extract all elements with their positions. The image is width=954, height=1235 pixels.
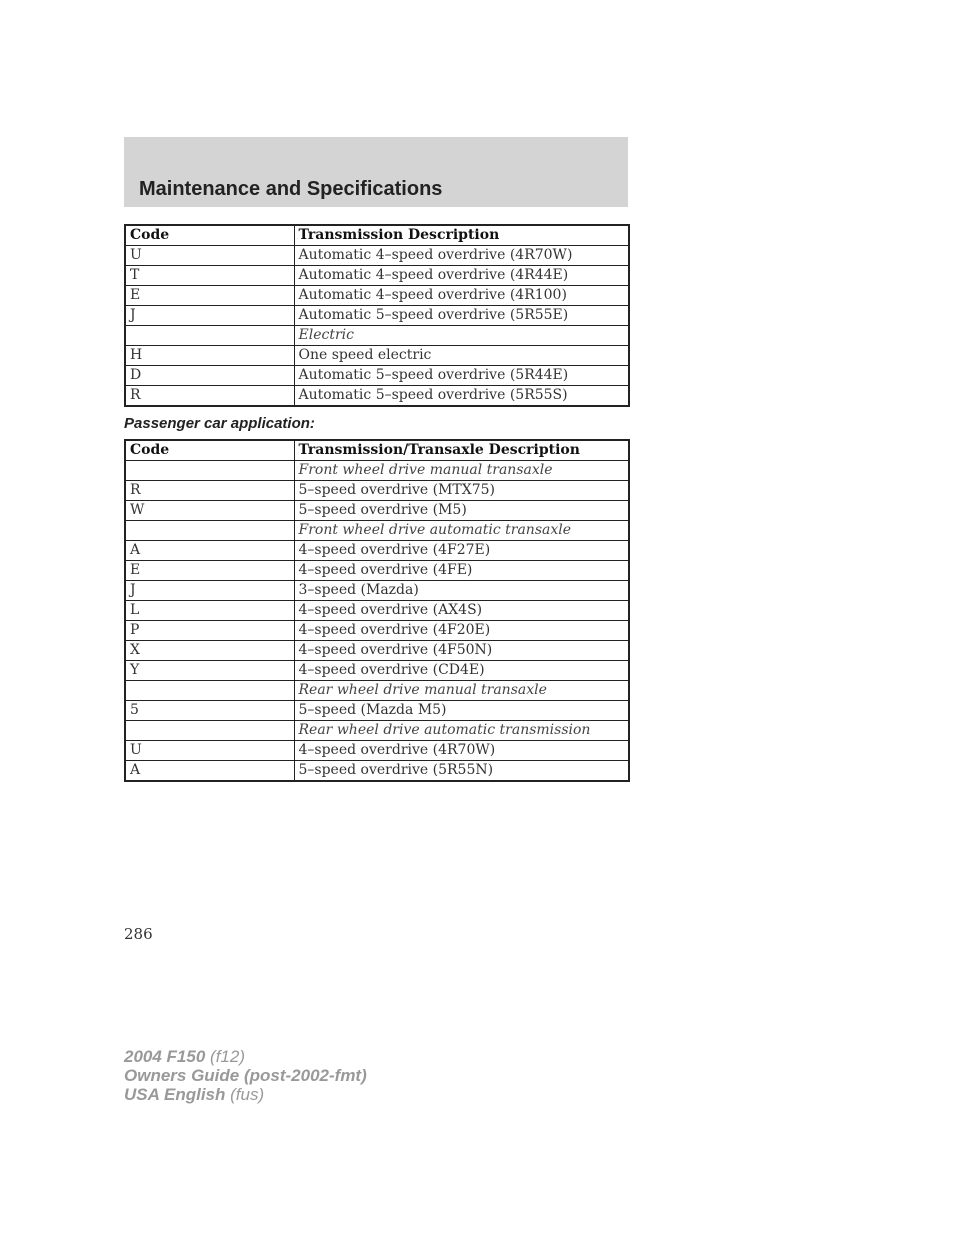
description-cell: 4–speed overdrive (4F50N)	[294, 641, 629, 661]
code-cell: L	[125, 601, 294, 621]
passenger-car-heading: Passenger car application:	[124, 415, 315, 432]
description-cell: Automatic 5–speed overdrive (5R55S)	[294, 386, 629, 407]
description-cell: Automatic 4–speed overdrive (4R44E)	[294, 266, 629, 286]
code-cell	[125, 326, 294, 346]
footer-language-code: (fus)	[230, 1085, 265, 1104]
table-row	[125, 386, 629, 407]
section-title: Maintenance and Specifications	[139, 178, 443, 200]
description-cell: 5–speed overdrive (MTX75)	[294, 481, 629, 501]
description-cell: 5–speed (Mazda M5)	[294, 701, 629, 721]
code-cell: W	[125, 501, 294, 521]
code-cell	[125, 681, 294, 701]
code-cell: 5	[125, 701, 294, 721]
code-cell: E	[125, 561, 294, 581]
code-cell: U	[125, 741, 294, 761]
table-row	[125, 246, 629, 266]
code-cell: T	[125, 266, 294, 286]
code-cell: J	[125, 306, 294, 326]
code-cell: H	[125, 346, 294, 366]
code-cell: A	[125, 761, 294, 782]
passenger-transmission-table-body	[125, 440, 629, 781]
footer-model-code: (f12)	[210, 1047, 245, 1066]
truck-transmission-table	[124, 224, 630, 407]
category-cell: Electric	[294, 326, 629, 346]
table-row	[125, 346, 629, 366]
description-cell: 4–speed overdrive (4R70W)	[294, 741, 629, 761]
page-number: 286	[124, 925, 153, 943]
description-cell: 4–speed overdrive (4F27E)	[294, 541, 629, 561]
table-row	[125, 501, 629, 521]
section-header-band	[124, 137, 628, 207]
category-row	[125, 721, 629, 741]
description-cell: Automatic 4–speed overdrive (4R70W)	[294, 246, 629, 266]
footer-guide: Owners Guide (post-2002-fmt)	[124, 1066, 367, 1085]
table-row	[125, 481, 629, 501]
description-cell: 5–speed overdrive (5R55N)	[294, 761, 629, 782]
code-cell: U	[125, 246, 294, 266]
footer-model: 2004 F150	[124, 1047, 206, 1066]
description-cell: 4–speed overdrive (4F20E)	[294, 621, 629, 641]
code-cell: R	[125, 481, 294, 501]
table-header-row	[125, 225, 629, 246]
table-row	[125, 306, 629, 326]
description-cell: 4–speed overdrive (CD4E)	[294, 661, 629, 681]
table-row	[125, 366, 629, 386]
description-cell: 4–speed overdrive (4FE)	[294, 561, 629, 581]
code-cell: D	[125, 366, 294, 386]
passenger-transmission-table	[124, 439, 630, 782]
truck-transmission-table-body	[125, 225, 629, 406]
code-cell: Y	[125, 661, 294, 681]
table-row	[125, 601, 629, 621]
category-row	[125, 681, 629, 701]
description-cell: 5–speed overdrive (M5)	[294, 501, 629, 521]
table-row	[125, 581, 629, 601]
category-row	[125, 461, 629, 481]
table-row	[125, 741, 629, 761]
column-header-description: Transmission/Transaxle Description	[294, 440, 629, 461]
code-cell	[125, 721, 294, 741]
table-row	[125, 541, 629, 561]
category-cell: Rear wheel drive manual transaxle	[294, 681, 629, 701]
column-header-description: Transmission Description	[294, 225, 629, 246]
table-row	[125, 701, 629, 721]
code-cell	[125, 521, 294, 541]
description-cell: Automatic 5–speed overdrive (5R44E)	[294, 366, 629, 386]
table-row	[125, 266, 629, 286]
category-cell: Front wheel drive manual transaxle	[294, 461, 629, 481]
footer-line-1	[124, 1047, 367, 1066]
document-footer	[124, 1047, 367, 1104]
code-cell: A	[125, 541, 294, 561]
table-row	[125, 641, 629, 661]
table-header-row	[125, 440, 629, 461]
description-cell: One speed electric	[294, 346, 629, 366]
description-cell: Automatic 5–speed overdrive (5R55E)	[294, 306, 629, 326]
description-cell: 3–speed (Mazda)	[294, 581, 629, 601]
table-row	[125, 561, 629, 581]
column-header-code: Code	[125, 225, 294, 246]
description-cell: Automatic 4–speed overdrive (4R100)	[294, 286, 629, 306]
code-cell: X	[125, 641, 294, 661]
code-cell: E	[125, 286, 294, 306]
description-cell: 4–speed overdrive (AX4S)	[294, 601, 629, 621]
footer-line-3	[124, 1085, 367, 1104]
table-row	[125, 621, 629, 641]
category-cell: Front wheel drive automatic transaxle	[294, 521, 629, 541]
code-cell: R	[125, 386, 294, 407]
footer-language: USA English	[124, 1085, 226, 1104]
category-row	[125, 521, 629, 541]
code-cell	[125, 461, 294, 481]
table-row	[125, 761, 629, 782]
table-row	[125, 286, 629, 306]
footer-line-2	[124, 1066, 367, 1085]
column-header-code: Code	[125, 440, 294, 461]
category-cell: Rear wheel drive automatic transmission	[294, 721, 629, 741]
code-cell: J	[125, 581, 294, 601]
category-row	[125, 326, 629, 346]
code-cell: P	[125, 621, 294, 641]
table-row	[125, 661, 629, 681]
